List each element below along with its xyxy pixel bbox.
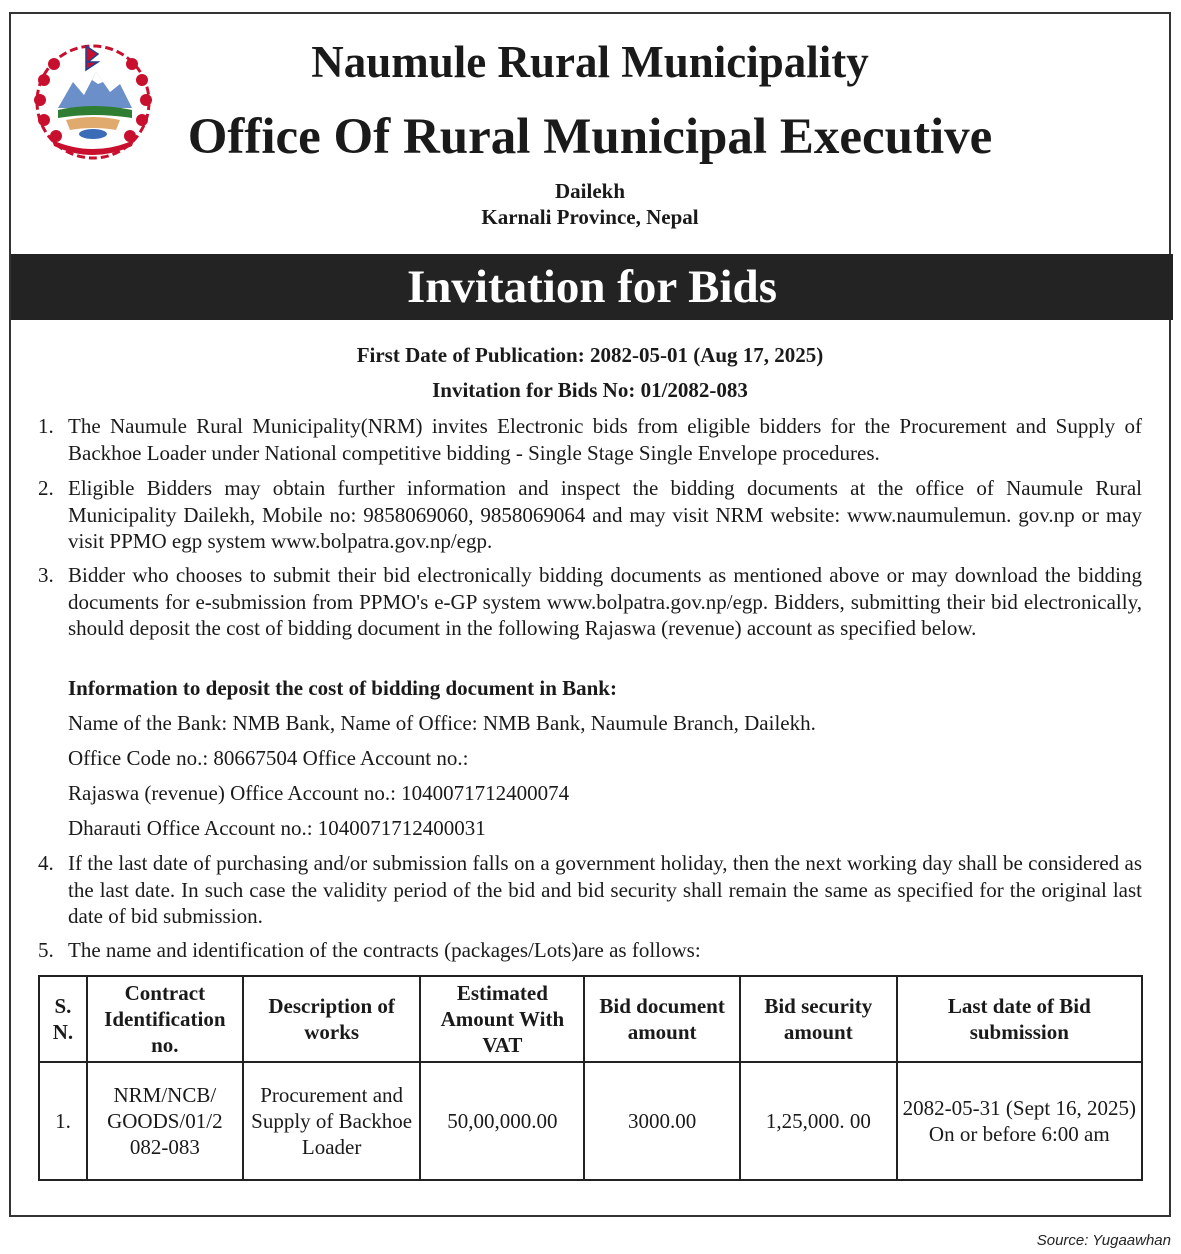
paragraph-3 <box>38 562 1142 642</box>
paragraph-number: 1. <box>38 414 54 438</box>
paragraph-2 <box>38 475 1142 555</box>
banner-title: Invitation for Bids <box>11 254 1173 320</box>
cell-bid-doc-amount: 3000.00 <box>584 1062 740 1180</box>
cell-description: Procurement and Supply of Backhoe Loader <box>243 1062 421 1180</box>
nepal-emblem-icon <box>28 40 158 160</box>
ifb-number: Invitation for Bids No: 01/2082-083 <box>432 378 748 402</box>
cell-contract-id: NRM/NCB/ GOODS/01/2 082-083 <box>87 1062 243 1180</box>
paragraph-text: If the last date of purchasing and/or submission falls on a government holiday, then the next working day shall be considered as the last date. In such case the validity period of the bid and bid security shall remain the same as specified for the original last date of bid submission. <box>68 851 1142 928</box>
office-name: Office Of Rural Municipal Executive <box>187 109 993 165</box>
paragraph-number: 4. <box>38 851 54 875</box>
col-header-contract-id: Contract Identification no. <box>87 976 243 1062</box>
paragraph-number: 3. <box>38 563 54 587</box>
cell-estimated-amount: 50,00,000.00 <box>420 1062 584 1180</box>
paragraph-number: 5. <box>38 938 54 962</box>
col-header-estimated-amount: Estimated Amount With VAT <box>420 976 584 1062</box>
table-row <box>39 1062 1142 1180</box>
col-header-last-date: Last date of Bid submission <box>897 976 1142 1062</box>
office-code: Office Code no.: 80667504 Office Account no.: <box>68 746 469 770</box>
paragraph-text: Eligible Bidders may obtain further information and inspect the bidding documents at the office of Naumule Rural Municipality Dailekh, Mobile no: 9858069060, 9858069064 and may visit NRM website: www.naumulemun. gov.np or may visit PPMO egp system www.bolpatra.gov.np/egp. <box>68 476 1142 553</box>
table-header-row <box>39 976 1142 1062</box>
col-header-sn: S. N. <box>39 976 87 1062</box>
province-name: Karnali Province, Nepal <box>481 205 699 229</box>
col-header-description: Description of works <box>243 976 421 1062</box>
paragraph-1 <box>38 413 1142 466</box>
publication-date: First Date of Publication: 2082-05-01 (Aug 17, 2025) <box>356 343 824 367</box>
cell-bid-security: 1,25,000. 00 <box>740 1062 897 1180</box>
col-header-bid-security: Bid security amount <box>740 976 897 1062</box>
paragraph-text: The name and identification of the contracts (packages/Lots)are as follows: <box>68 938 701 962</box>
paragraph-4 <box>38 850 1142 930</box>
bank-info-heading: Information to deposit the cost of bidding document in Bank: <box>68 676 617 700</box>
paragraph-text: The Naumule Rural Municipality(NRM) invites Electronic bids from eligible bidders for the Procurement and Supply of Backhoe Loader under National competitive bidding - Single Stage Single Envelope procedures. <box>68 414 1142 465</box>
contracts-table <box>38 975 1143 1181</box>
col-header-bid-doc-amount: Bid document amount <box>584 976 740 1062</box>
bank-name: Name of the Bank: NMB Bank, Name of Office: NMB Bank, Naumule Branch, Dailekh. <box>68 711 816 735</box>
district-name: Dailekh <box>554 179 625 203</box>
municipality-name: Naumule Rural Municipality <box>311 37 869 87</box>
paragraph-number: 2. <box>38 476 54 500</box>
paragraph-text: Bidder who chooses to submit their bid electronically bidding documents as mentioned above or may download the bidding documents for e-submission from PPMO's e-GP system www.bolpatra.gov.np/egp. Bidders, submitting their bid electronically, should deposit the cost of bidding document in the following Rajaswa (revenue) account as specified below. <box>68 563 1142 640</box>
paragraph-5 <box>38 937 1142 964</box>
dharauti-account: Dharauti Office Account no.: 1040071712400031 <box>68 816 486 840</box>
cell-sn: 1. <box>39 1062 87 1180</box>
rajaswa-account: Rajaswa (revenue) Office Account no.: 1040071712400074 <box>68 781 570 805</box>
cell-last-date: 2082-05-31 (Sept 16, 2025) On or before 6:00 am <box>897 1062 1142 1180</box>
source-credit: Source: Yugaawhan <box>1036 1232 1171 1249</box>
